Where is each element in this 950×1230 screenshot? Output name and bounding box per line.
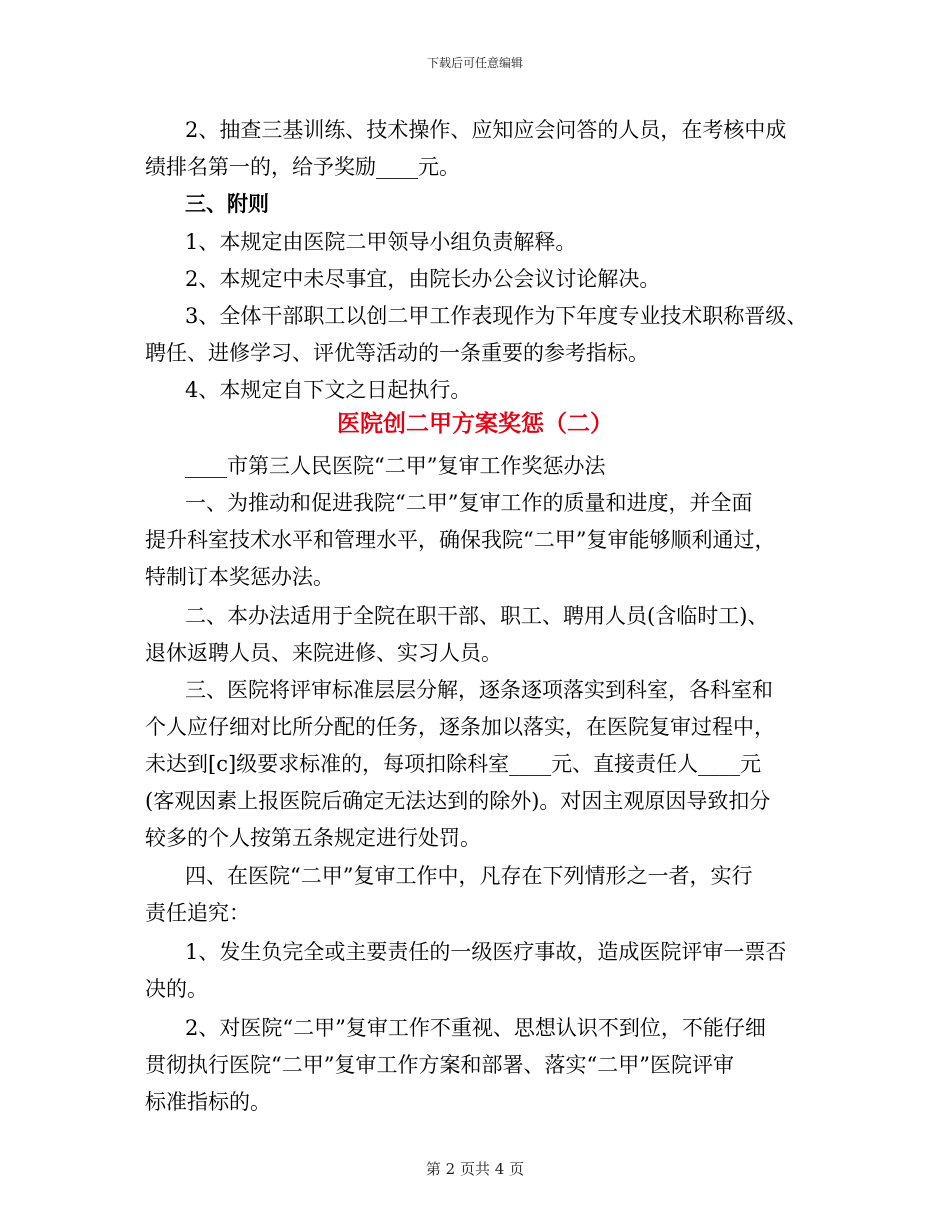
- paragraph-line: 聘任、进修学习、评优等活动的一条重要的参考指标。: [145, 341, 649, 365]
- paragraph-line: 未达到[c]级要求标准的，每项扣除科室____元、直接责任人____元: [145, 752, 762, 776]
- paragraph-line: 二、本办法适用于全院在职干部、职工、聘用人员(含临时工)、: [185, 604, 769, 628]
- paragraph-line: (客观因素上报医院后确定无法达到的除外)。对因主观原因导致扣分: [145, 789, 771, 813]
- paragraph-line: 责任追究：: [145, 901, 250, 925]
- page-footer: 第 2 页共 4 页: [425, 1160, 525, 1178]
- paragraph-line: 贯彻执行医院“二甲”复审工作方案和部署、落实“二甲”医院评审: [145, 1053, 734, 1077]
- paragraph-line: 3、全体干部职工以创二甲工作表现作为下年度专业技术职称晋级、: [185, 304, 808, 328]
- paragraph-line: 四、在医院“二甲”复审工作中，凡存在下列情形之一者，实行: [185, 864, 753, 888]
- paragraph-line: 绩排名第一的，给予奖励____元。: [145, 155, 460, 179]
- paragraph-line: 2、本规定中未尽事宜，由院长办公会议讨论解决。: [185, 267, 661, 291]
- paragraph-line: 1、本规定由医院二甲领导小组负责解释。: [185, 230, 577, 254]
- paragraph-line: 2、对医院“二甲”复审工作不重视、思想认识不到位，不能仔细: [185, 1016, 766, 1040]
- page-header: 下载后可任意编辑: [426, 56, 523, 70]
- paragraph-line: 退休返聘人员、来院进修、实习人员。: [145, 641, 502, 665]
- paragraph-line: 特制订本奖惩办法。: [145, 565, 334, 589]
- paragraph-line: 三、医院将评审标准层层分解，逐条逐项落实到科室，各科室和: [185, 678, 773, 702]
- paragraph-line: 一、为推动和促进我院“二甲”复审工作的质量和进度，并全面: [185, 491, 753, 515]
- paragraph-line: 提升科室技术水平和管理水平，确保我院“二甲”复审能够顺利通过，: [145, 528, 776, 552]
- document-subtitle: ____市第三人民医院“二甲”复审工作奖惩办法: [185, 454, 606, 478]
- paragraph-line: 标准指标的。: [145, 1090, 271, 1114]
- section-title: 医院创二甲方案奖惩（二）: [337, 411, 613, 437]
- paragraph-line: 2、抽查三基训练、技术操作、应知应会问答的人员，在考核中成: [185, 118, 787, 142]
- paragraph-line: 个人应仔细对比所分配的任务，逐条加以落实，在医院复审过程中，: [145, 715, 775, 739]
- paragraph-line: 较多的个人按第五条规定进行处罚。: [145, 826, 481, 850]
- paragraph-line: 4、本规定自下文之日起执行。: [185, 378, 472, 402]
- paragraph-line: 1、发生负完全或主要责任的一级医疗事故，造成医院评审一票否: [185, 940, 787, 964]
- paragraph-line: 决的。: [145, 977, 208, 1001]
- section-heading: 三、附则: [185, 191, 269, 216]
